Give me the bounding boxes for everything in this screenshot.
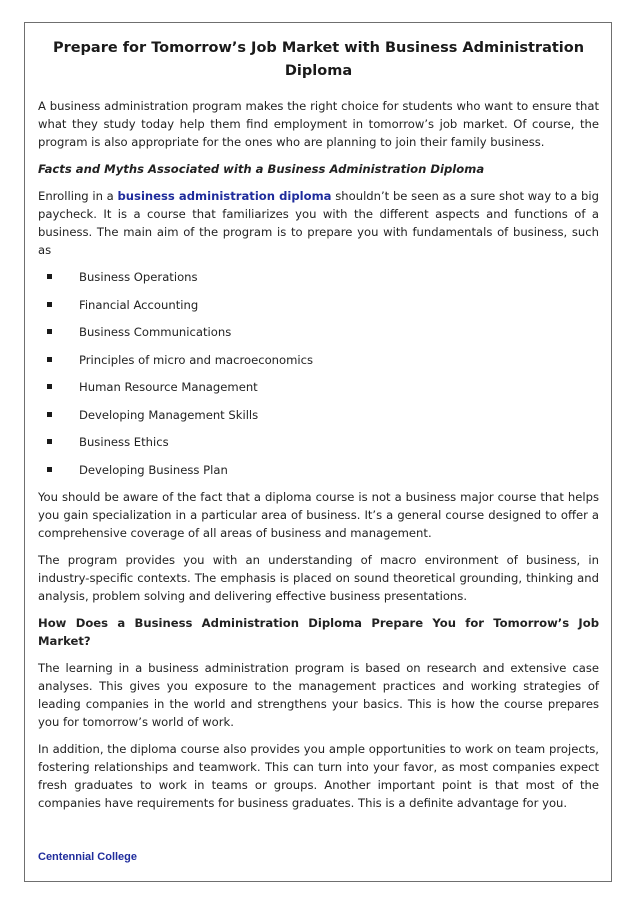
list-item xyxy=(38,461,599,479)
square-bullet-icon xyxy=(47,439,52,444)
section-heading-facts-myths: Facts and Myths Associated with a Business Administration Diploma xyxy=(38,162,485,176)
list-item-text: Business Operations xyxy=(79,270,198,284)
list-item xyxy=(38,296,599,314)
square-bullet-icon xyxy=(47,357,52,362)
square-bullet-icon xyxy=(47,384,52,389)
section1-paragraph xyxy=(38,187,599,259)
list-item-text: Developing Management Skills xyxy=(79,407,259,422)
document-page xyxy=(24,22,612,882)
section1-paragraph-suffix: shouldn’t be seen as a sure shot way to a big paycheck. It is a course that familiarizes you with the different aspects and functions of a business. The main aim of the program is to prepare you with fundamentals of business, such as xyxy=(38,189,599,257)
list-item-text: Developing Business Plan xyxy=(79,462,228,477)
intro-paragraph: A business administration program makes the right choice for students who want to ensure that what they study today help them find employment in tomorrow’s job market. Of course, the program is also appropriate for the ones who are planning to join their family business. xyxy=(38,99,599,149)
business-administration-diploma-link[interactable]: business administration diploma xyxy=(117,189,332,203)
list-item xyxy=(38,323,599,341)
square-bullet-icon xyxy=(47,329,52,334)
list-item xyxy=(38,351,599,369)
section2-paragraph-1: The learning in a business administration program is based on research and extensive case analyses. This gives you exposure to the management practices and working strategies of leading companies in the world and strengthens your basics. This is how the course prepares you for tomorrow’s world of work. xyxy=(38,661,599,729)
square-bullet-icon xyxy=(47,467,52,472)
document-body xyxy=(38,37,599,821)
list-item xyxy=(38,406,599,424)
section2-paragraph-2: In addition, the diploma course also provides you ample opportunities to work on team projects, fostering relationships and teamwork. This can turn into your favor, as most companies expect fresh graduates to work in teams or groups. Another important point is that most of the companies have requirements for business graduates. This is a definite advantage for you. xyxy=(38,742,599,810)
square-bullet-icon xyxy=(47,274,52,279)
square-bullet-icon xyxy=(47,302,52,307)
list-item-text: Business Communications xyxy=(79,325,232,339)
document-title: Prepare for Tomorrow’s Job Market with Business Administration Diploma xyxy=(52,40,585,79)
section1-paragraph-prefix: Enrolling in a xyxy=(38,189,114,203)
list-item-text: Human Resource Management xyxy=(79,380,258,394)
list-item xyxy=(38,378,599,396)
section1-paragraph-3: The program provides you with an understanding of macro environment of business, in industry-specific contexts. The emphasis is placed on sound theoretical grounding, thinking and analysis, problem solving and delivering effective business presentations. xyxy=(38,553,599,603)
list-item-text: Business Ethics xyxy=(79,435,169,449)
list-item-text: Financial Accounting xyxy=(79,297,199,312)
section-heading-job-market: How Does a Business Administration Diploma Prepare You for Tomorrow’s Job Market? xyxy=(38,616,599,648)
list-item xyxy=(38,268,599,286)
footer-college-name: Centennial College xyxy=(38,851,138,863)
list-item xyxy=(38,433,599,451)
square-bullet-icon xyxy=(47,412,52,417)
list-item-text: Principles of micro and macroeconomics xyxy=(79,352,314,367)
course-topics-list xyxy=(38,268,599,479)
section1-paragraph-2: You should be aware of the fact that a diploma course is not a business major course that helps you gain specialization in a particular area of business. It’s a general course designed to offer a comprehensive coverage of all areas of business and management. xyxy=(38,490,599,540)
